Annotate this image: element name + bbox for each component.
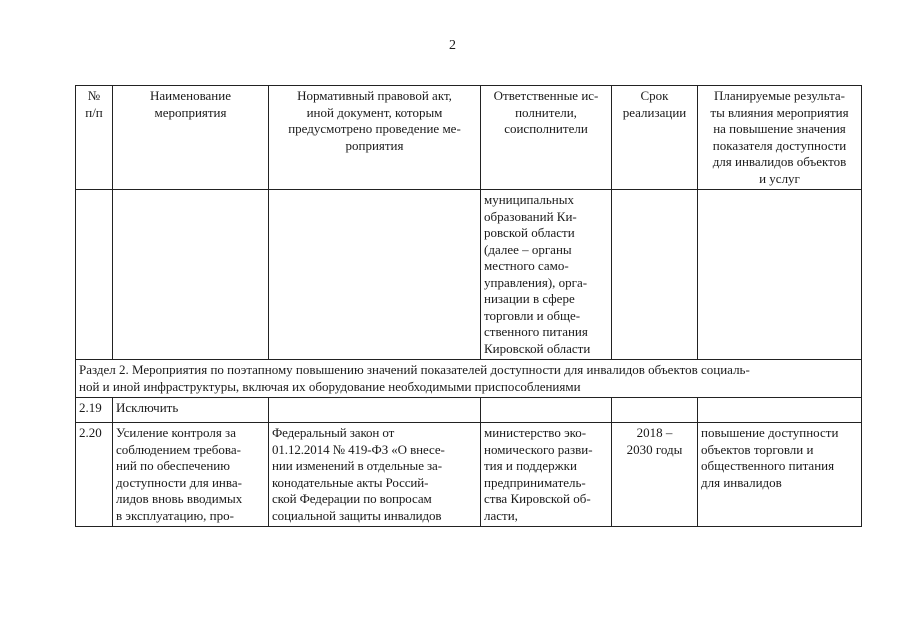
cell-name [113,423,269,527]
measures-table [75,85,862,527]
cell-empty [698,398,862,423]
cell-result [698,423,862,527]
header-name [113,86,269,190]
section-title-text: Раздел 2. Мероприятия по поэтапному повышению значений показателей доступности для инвалидов объектов социаль- ной и иной инфраструктуры, включая их оборудование необходимыми приспособлениями [79,362,750,394]
header-responsible [481,86,612,190]
header-result-text: Планируемые результа- ты влияния мероприятия на повышение значения показателя доступности для инвалидов объектов и услуг [710,88,849,186]
header-number [76,86,113,190]
cell-empty [612,398,698,423]
cell-empty [612,190,698,360]
table-row [76,423,862,527]
cell-name [113,398,269,423]
cell-responsible-text: муниципальных образований Ки- ровской области (далее – органы местного само- управления), орга- низации в сфере торговли и обще- ственного питания Кировской области [484,192,591,356]
cell-term [612,423,698,527]
cell-result-text: повышение доступности объектов торговли и общественного питания для инвалидов [701,425,839,490]
header-responsible-text: Ответственные ис- полнители, соисполнители [493,88,599,136]
cell-number [76,398,113,423]
header-number-text: № п/п [85,88,103,120]
cell-empty [269,190,481,360]
cell-term-text: 2018 – 2030 годы [626,425,683,457]
section-row [76,360,862,398]
cell-empty [269,398,481,423]
header-name-text: Наименование мероприятия [150,88,231,120]
header-legal-act-text: Нормативный правовой акт, иной документ, которым предусмотрено проведение ме- роприятия [288,88,461,153]
cell-empty [76,190,113,360]
table-row [76,398,862,423]
header-term-text: Срок реализации [622,88,687,120]
page-number: 2 [449,38,456,53]
table-row [76,190,862,360]
table-header-row [76,86,862,190]
cell-responsible [481,423,612,527]
cell-empty [698,190,862,360]
header-term [612,86,698,190]
cell-number-text: 2.20 [79,425,102,440]
cell-name-text: Усиление контроля за соблюдением требова- ний по обеспечению доступности для инва- лидов вновь вводимых в эксплуатацию, про- [116,425,243,523]
cell-number-text: 2.19 [79,400,102,415]
section-title [76,360,862,398]
cell-name-text: Исключить [116,400,179,415]
header-result [698,86,862,190]
cell-number [76,423,113,527]
cell-legal-act-text: Федеральный закон от 01.12.2014 № 419-ФЗ «О внесе- нии изменений в отдельные за- конодательные акты Россий- ской Федерации по вопросам социальной защиты инвалидов [272,425,445,523]
cell-empty [113,190,269,360]
header-legal-act [269,86,481,190]
cell-responsible [481,190,612,360]
cell-empty [481,398,612,423]
cell-responsible-text: министерство эко- номического разви- тия и поддержки предприниматель- ства Кировской об- ласти, [484,425,593,523]
cell-legal-act [269,423,481,527]
